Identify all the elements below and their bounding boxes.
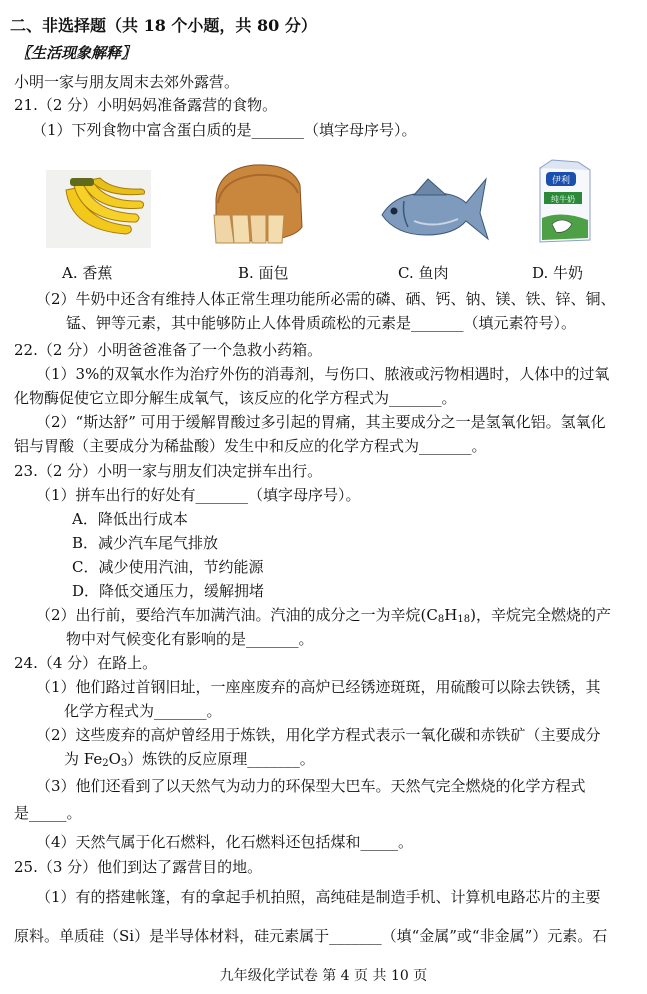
q21-option-c: C. 鱼肉 <box>398 264 449 282</box>
q22-part2-line1: （2）“斯达舒” 可用于缓解胃酸过多引起的胃痛，其主要成分之一是氢氧化铝。氢氧化 <box>36 413 606 431</box>
q23-heading: 23.（2 分）小明一家与朋友们决定拼车出行。 <box>14 462 323 480</box>
bread-image <box>204 155 312 247</box>
q23-part1: （1）拼车出行的好处有_______（填字母序号）。 <box>36 486 361 504</box>
q22-part1-line1: （1）3%的双氧水作为治疗外伤的消毒剂，与伤口、脓液或污物相遇时，人体中的过氧 <box>36 365 610 383</box>
subsection-heading: 〖生活现象解释〗 <box>16 44 137 62</box>
q25-part1-line2: 原料。单质硅（Si）是半导体材料，硅元素属于_______（填“金属”或“非金属”）元素。石 <box>14 927 608 945</box>
q23-option-a: A．降低出行成本 <box>72 510 188 528</box>
q21-heading: 21.（2 分）小明妈妈准备露营的食物。 <box>14 96 278 114</box>
q22-heading: 22.（2 分）小明爸爸准备了一个急救小药箱。 <box>14 341 323 359</box>
q23-option-d: D．降低交通压力，缓解拥堵 <box>72 582 265 600</box>
q21-option-d: D. 牛奶 <box>532 264 584 282</box>
q24-part2-line2: 为 $Fe_2O_3$）炼铁的反应原理_______。 <box>64 750 315 769</box>
q22-part2-line2: 铝与胃酸（主要成分为稀盐酸）发生中和反应的化学方程式为_______。 <box>14 437 487 455</box>
milk-label-text: 纯牛奶 <box>551 195 575 204</box>
fish-image <box>374 173 490 245</box>
q24-part4: （4）天然气属于化石燃料，化石燃料还包括煤和_____。 <box>36 833 414 851</box>
q23-part2-line1: （2）出行前，要给汽车加满汽油。汽油的成分之一为辛烷$(C_8H_{18})$，辛烷完全燃烧的产 <box>36 606 611 625</box>
q21-part2-line1: （2）牛奶中还含有维持人体正常生理功能所必需的磷、硒、钙、钠、镁、铁、锌、铜、 <box>36 290 616 308</box>
q21-part1: （1）下列食物中富含蛋白质的是_______（填字母序号）。 <box>32 121 417 139</box>
q24-part3-line2: 是_____。 <box>14 804 82 822</box>
q21-option-a: A. 香蕉 <box>62 264 113 282</box>
page-footer: 九年级化学试卷 第 4 页 共 10 页 <box>219 968 428 984</box>
q24-part2-line1: （2）这些废弃的高炉曾经用于炼铁，用化学方程式表示一氧化碳和赤铁矿（主要成分 <box>36 726 601 744</box>
q21-option-b: B. 面包 <box>238 264 289 282</box>
q21-part2-line2: 锰、钾等元素，其中能够防止人体骨质疏松的元素是_______（填元素符号）。 <box>66 314 577 332</box>
q23-option-b: B．减少汽车尾气排放 <box>72 534 219 552</box>
milk-carton-image <box>532 158 594 244</box>
milk-brand-text: 伊利 <box>551 176 571 186</box>
q24-part3-line1: （3）他们还看到了以天然气为动力的环保型大巴车。天然气完全燃烧的化学方程式 <box>36 777 586 795</box>
q25-heading: 25.（3 分）他们到达了露营目的地。 <box>14 858 263 876</box>
section-title: 二、非选择题（共 18 个小题，共 80 分） <box>10 16 317 35</box>
q23-option-c: C．减少使用汽油，节约能源 <box>72 558 264 576</box>
banana-image <box>46 170 151 248</box>
intro-text: 小明一家与朋友周末去郊外露营。 <box>14 73 240 91</box>
q24-part1-line2: 化学方程式为_______。 <box>64 702 222 720</box>
q25-part1-line1: （1）有的搭建帐篷，有的拿起手机拍照，高纯硅是制造手机、计算机电路芯片的主要 <box>36 888 601 906</box>
q24-part1-line1: （1）他们路过首钢旧址，一座座废弃的高炉已经锈迹斑斑，用硫酸可以除去铁锈，其 <box>36 678 601 696</box>
q24-heading: 24.（4 分）在路上。 <box>14 654 158 672</box>
q23-part2-line2: 物中对气候变化有影响的是_______。 <box>66 630 314 648</box>
q22-part1-line2: 化物酶促使它立即分解生成氧气，该反应的化学方程式为_______。 <box>14 389 457 407</box>
